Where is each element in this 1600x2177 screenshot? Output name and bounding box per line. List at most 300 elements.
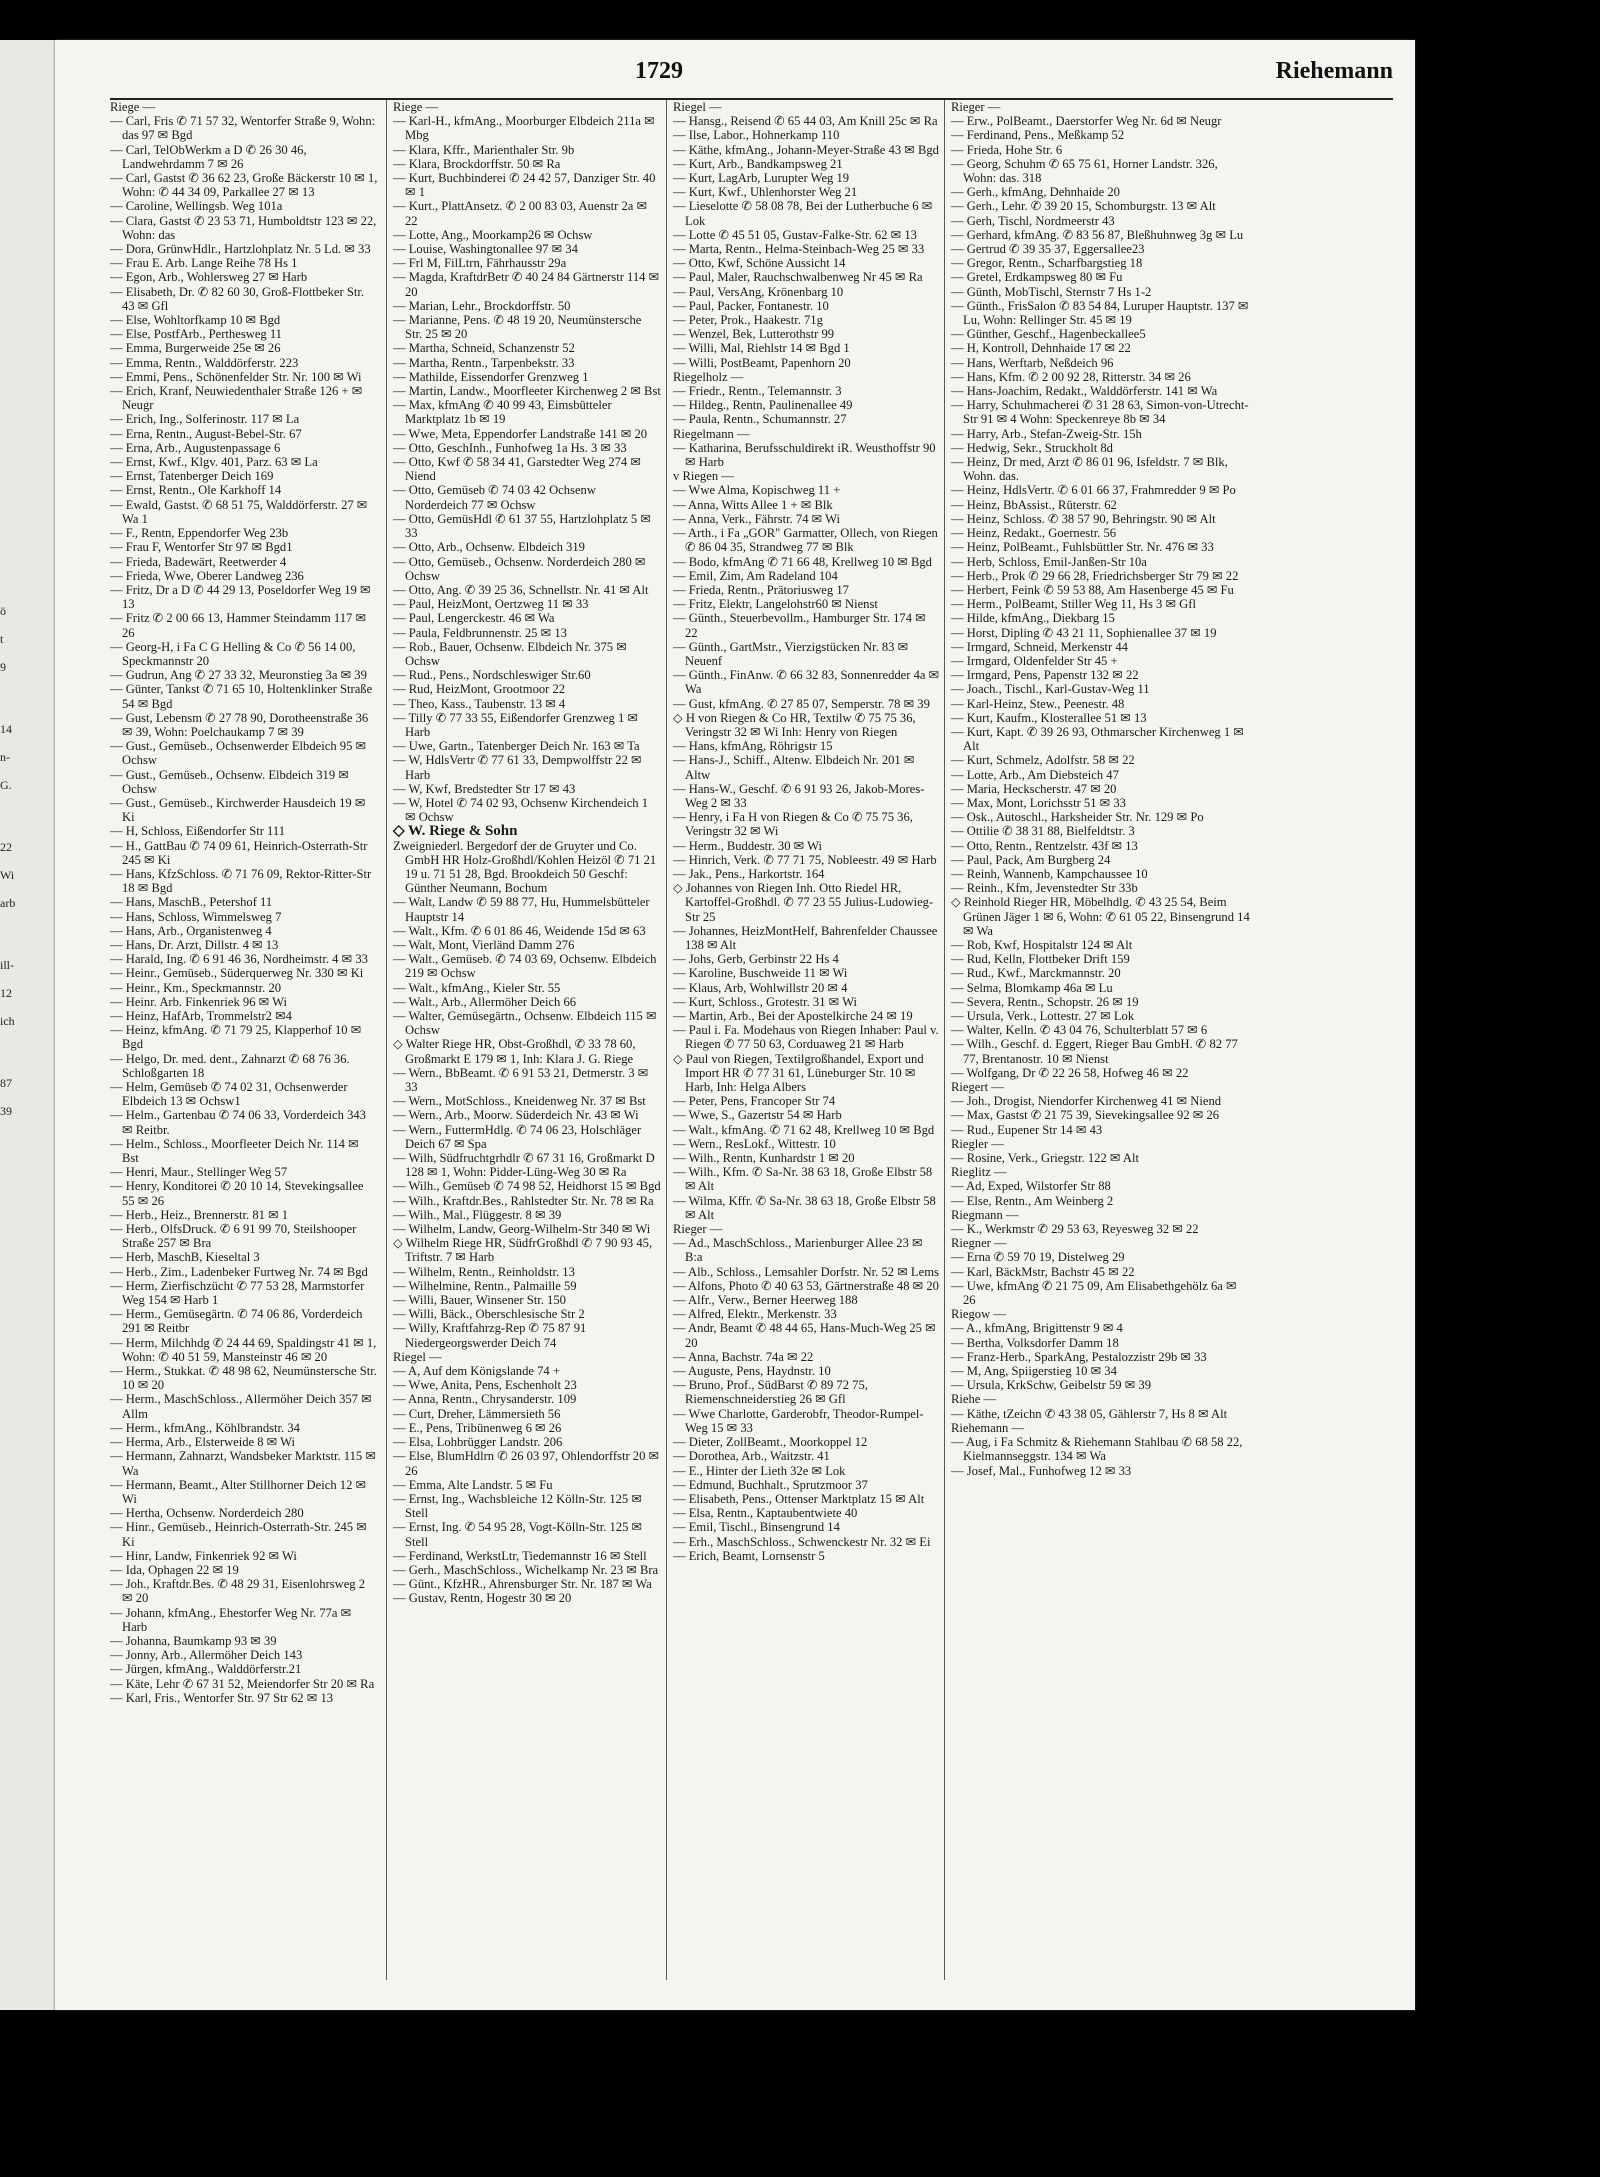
directory-entry: — Otto, Gemüseb ✆ 74 03 42 Ochsenw Norderdeich 77 ✉ Ochsw bbox=[393, 483, 596, 512]
directory-entry: — Hilde, kfmAng., Diekbarg 15 bbox=[951, 611, 1115, 626]
directory-entry: — Paul, Pack, Am Burgberg 24 bbox=[951, 852, 1111, 867]
directory-entry: — Max, kfmAng ✆ 40 99 43, Eimsbütteler Marktplatz 1b ✉ 19 bbox=[393, 398, 612, 427]
directory-entry: — Käthe, kfmAng., Johann-Meyer-Straße 43 ✉ Bgd bbox=[673, 142, 939, 157]
directory-entry: — Günth., GartMstr., Vierzigstücken Nr. 83 ✉ Neuenf bbox=[673, 639, 909, 668]
directory-entry: — Gerh., MaschSchloss., Wichelkamp Nr. 23 ✉ Bra bbox=[393, 1562, 659, 1577]
directory-entry: — Gerhard, kfmAng. ✆ 83 56 87, Bleßhuhnweg 3g ✉ Lu bbox=[951, 227, 1244, 242]
directory-entry: — Alfred, Elektr., Merkenstr. 33 bbox=[673, 1307, 837, 1322]
directory-entry: — Otto, GemüsHdl ✆ 61 37 55, Hartzlohplatz 5 ✉ 33 bbox=[393, 511, 651, 541]
directory-entry: — Martin, Landw., Moorfleeter Kirchenweg 2 ✉ Bst bbox=[393, 384, 661, 399]
page-header bbox=[55, 52, 1415, 92]
directory-entry: — Emmi, Pens., Schönenfelder Str. Nr. 100 ✉ Wi bbox=[110, 369, 362, 384]
directory-entry: — Heinz, PolBeamt., Fuhlsbüttler Str. Nr. 476 ✉ 33 bbox=[951, 540, 1214, 555]
directory-entry: — Wilh., Kraftdr.Bes., Rahlstedter Str. Nr. 78 ✉ Ra bbox=[393, 1193, 654, 1208]
directory-entry: ◇ W. Riege & Sohn bbox=[393, 823, 518, 840]
directory-entry: — Andr, Beamt ✆ 48 44 65, Hans-Much-Weg 25 ✉ 20 bbox=[673, 1321, 936, 1350]
directory-entry: — Marian, Lehr., Brockdorffstr. 50 bbox=[393, 298, 571, 313]
directory-entry: — Wwe Charlotte, Garderobfr, Theodor-Rumpel-Weg 15 ✉ 33 bbox=[673, 1406, 924, 1435]
directory-entry: — Heinz, kfmAng. ✆ 71 79 25, Klapperhof 10 ✉ Bgd bbox=[110, 1023, 362, 1052]
directory-entry: — Ferdinand, WerkstLtr, Tiedemannstr 16 ✉ Stell bbox=[393, 1548, 647, 1563]
directory-entry: — Ernst, Tatenberger Deich 169 bbox=[110, 469, 274, 484]
directory-entry: — Karoline, Buschweide 11 ✉ Wi bbox=[673, 966, 848, 981]
directory-entry: — Wilma, Kffr. ✆ Sa-Nr. 38 63 18, Große Elbstr 58 ✉ Alt bbox=[673, 1193, 936, 1222]
directory-entry: — Herb., Zim., Ladenbeker Furtweg Nr. 74 ✉ Bgd bbox=[110, 1264, 368, 1279]
directory-entry: — Willi, Mal, Riehlstr 14 ✉ Bgd 1 bbox=[673, 341, 850, 356]
directory-entry: — Marianne, Pens. ✆ 48 19 20, Neumünstersche Str. 25 ✉ 20 bbox=[393, 313, 642, 342]
directory-entry: — H, Schloss, Eißendorfer Str 111 bbox=[110, 824, 286, 839]
directory-entry: — Jak., Pens., Harkortstr. 164 bbox=[673, 866, 825, 881]
directory-entry: — Wilh., Kfm. ✆ Sa-Nr. 38 63 18, Große Elbstr 58 ✉ Alt bbox=[673, 1165, 933, 1194]
directory-entry: — Ad, Exped, Wilstorfer Str 88 bbox=[951, 1179, 1111, 1194]
directory-entry: — Günter, Tankst ✆ 71 65 10, Holtenklinker Straße 54 ✉ Bgd bbox=[110, 682, 373, 711]
directory-entry: — Helm., Gartenbau ✆ 74 06 33, Vorderdeich 343 ✉ Reitbr. bbox=[110, 1108, 366, 1137]
fragment-text: t bbox=[0, 632, 4, 646]
directory-entry: — Tilly ✆ 77 33 55, Eißendorfer Grenzweg 1 ✉ Harb bbox=[393, 710, 638, 739]
directory-entry: — Otto, Kwf ✆ 58 34 41, Garstedter Weg 274 ✉ Niend bbox=[393, 455, 641, 484]
directory-entry: — A, Auf dem Königslande 74 + bbox=[393, 1364, 560, 1379]
page-number: 1729 bbox=[635, 58, 683, 84]
directory-entry: — Otto, Gemüseb., Ochsenw. Norderdeich 280 ✉ Ochsw bbox=[393, 554, 646, 583]
directory-entry: — Irmgard, Pens, Papenstr 132 ✉ 22 bbox=[951, 668, 1139, 683]
directory-entry: — Hans, KfzSchloss. ✆ 71 76 09, Rektor-Ritter-Str 18 ✉ Bgd bbox=[110, 866, 372, 896]
directory-entry: — Carl, Gastst ✆ 36 62 23, Große Bäckerstr 10 ✉ 1, Wohn: ✆ 44 34 09, Parkallee 27 ✉ 13 bbox=[110, 171, 378, 200]
facing-page-edge bbox=[0, 40, 55, 2010]
directory-entry: — Rud, HeizMont, Grootmoor 22 bbox=[393, 682, 566, 697]
directory-entry: — Hildeg., Rentn, Paulinenallee 49 bbox=[673, 398, 853, 413]
directory-entry: — Johs, Gerb, Gerbinstr 22 Hs 4 bbox=[673, 952, 839, 967]
directory-entry: — Peter, Pens, Francoper Str 74 bbox=[673, 1094, 836, 1109]
directory-entry: — Günth., Steuerbevollm., Hamburger Str. 174 ✉ 22 bbox=[673, 611, 926, 640]
directory-entry: — Louise, Washingtonallee 97 ✉ 34 bbox=[393, 242, 578, 257]
directory-entry: — Wilh., Gemüseb ✆ 74 98 52, Heidhorst 15 ✉ Bgd bbox=[393, 1179, 661, 1194]
directory-entry: — Heinz, Schloss. ✆ 38 57 90, Behringstr. 90 ✉ Alt bbox=[951, 511, 1216, 526]
directory-entry: Riegler — bbox=[951, 1136, 1004, 1151]
directory-entry: — Arth., i Fa „GOR" Garmatter, Ollech, von Riegen ✆ 86 04 35, Strandweg 77 ✉ Blk bbox=[673, 526, 938, 555]
directory-entry: — Lotte ✆ 45 51 05, Gustav-Falke-Str. 62 ✉ 13 bbox=[673, 227, 917, 242]
directory-entry: — Dorothea, Arb., Waitzstr. 41 bbox=[673, 1449, 830, 1464]
directory-entry: — Hans-J., Schiff., Altenw. Elbdeich Nr. 201 ✉ Altw bbox=[673, 753, 915, 782]
directory-entry: — Emma, Alte Landstr. 5 ✉ Fu bbox=[393, 1477, 553, 1492]
directory-entry: — Harald, Ing. ✆ 6 91 46 36, Nordheimstr. 4 ✉ 33 bbox=[110, 952, 368, 967]
directory-entry: — Lotte, Ang., Moorkamp26 ✉ Ochsw bbox=[393, 227, 593, 242]
directory-page bbox=[55, 40, 1415, 2010]
directory-entry: — Ida, Ophagen 22 ✉ 19 bbox=[110, 1562, 239, 1577]
fragment-text: ill- bbox=[0, 958, 14, 972]
directory-entry: — Irmgard, Oldenfelder Str 45 + bbox=[951, 653, 1118, 668]
directory-entry: — Wilh., Geschf. d. Eggert, Rieger Bau GmbH. ✆ 82 77 77, Brentanostr. 10 ✉ Nienst bbox=[951, 1037, 1238, 1066]
directory-entry: — Henry, Konditorei ✆ 20 10 14, Stevekingsallee 55 ✉ 26 bbox=[110, 1179, 364, 1208]
directory-entry: — Herb, Schloss, Emil-Janßen-Str 10a bbox=[951, 554, 1147, 569]
directory-entry: — Fritz, Dr a D ✆ 44 29 13, Poseldorfer Weg 19 ✉ 13 bbox=[110, 582, 371, 612]
fragment-text: arb bbox=[0, 896, 16, 910]
directory-entry: — Else, PostfArb., Perthesweg 11 bbox=[110, 327, 282, 342]
directory-entry: — Emil, Tischl., Binsengrund 14 bbox=[673, 1520, 840, 1535]
directory-entry: — Henry, i Fa H von Riegen & Co ✆ 75 75 36, Veringstr 32 ✉ Wi bbox=[673, 810, 913, 839]
directory-entry: — Klaus, Arb, Wohlwillstr 20 ✉ 4 bbox=[673, 980, 848, 995]
directory-entry: — Kurt, Schloss., Grotestr. 31 ✉ Wi bbox=[673, 994, 858, 1009]
directory-entry: Rieger — bbox=[673, 1222, 723, 1237]
directory-entry: — Else, BlumHdlrn ✆ 26 03 97, Ohlendorffstr 20 ✉ 26 bbox=[393, 1449, 660, 1478]
directory-entry: — Willi, PostBeamt, Papenhorn 20 bbox=[673, 355, 851, 370]
directory-entry: — Elisabeth, Dr. ✆ 82 60 30, Groß-Flottbeker Str. 43 ✉ Gfl bbox=[110, 284, 365, 313]
fragment-text: G. bbox=[0, 778, 12, 792]
directory-entry: — Hinr, Landw, Finkenriek 92 ✉ Wi bbox=[110, 1548, 297, 1563]
directory-entry: — Emma, Burgerweide 25e ✉ 26 bbox=[110, 341, 281, 356]
directory-entry: — Kurt, Schmelz, Adolfstr. 58 ✉ 22 bbox=[951, 753, 1135, 768]
directory-entry: v Riegen — bbox=[673, 469, 734, 484]
directory-entry: — K., Werkmstr ✆ 29 53 63, Reyesweg 32 ✉ 22 bbox=[951, 1222, 1199, 1237]
directory-entry: — Selma, Blomkamp 46a ✉ Lu bbox=[951, 980, 1113, 995]
directory-entry: — Karl, BäckMstr, Bachstr 45 ✉ 22 bbox=[951, 1264, 1135, 1279]
directory-entry: — W, Kwf, Bredstedter Str 17 ✉ 43 bbox=[393, 781, 576, 796]
directory-entry: — Herm., Stukkat. ✆ 48 98 62, Neumünstersche Str. 10 ✉ 20 bbox=[110, 1364, 377, 1393]
directory-entry: — Severa, Rentn., Schopstr. 26 ✉ 19 bbox=[951, 994, 1139, 1009]
directory-entry: — Hans, Schloss, Wimmelsweg 7 bbox=[110, 909, 282, 924]
directory-entry: — Harry, Schuhmacherei ✆ 31 28 63, Simon-von-Utrecht-Str 91 ✉ 4 Wohn: Speckenreye 8b ✉ 34 bbox=[951, 398, 1249, 427]
directory-entry: — Wilh., Rentn, Kunhardstr 1 ✉ 20 bbox=[673, 1151, 855, 1166]
directory-entry: — Frau F, Wentorfer Str 97 ✉ Bgd1 bbox=[110, 540, 293, 555]
directory-entry: — H., GattBau ✆ 74 09 61, Heinrich-Osterrath-Str 245 ✉ Ki bbox=[110, 838, 368, 867]
directory-entry: — Peter, Prok., Haakestr. 71g bbox=[673, 313, 823, 328]
directory-entry: — Edmund, Buchhalt., Sprutzmoor 37 bbox=[673, 1477, 868, 1492]
directory-entry: ◇ Walter Riege HR, Obst-Großhdl, ✆ 33 78 60, Großmarkt E 179 ✉ 1, Inh: Klara J. G. Riege bbox=[393, 1037, 636, 1066]
directory-entry: — Gust, Lebensm ✆ 27 78 90, Dorotheenstraße 36 ✉ 39, Wohn: Poelchaukamp 7 ✉ 39 bbox=[110, 710, 369, 739]
directory-entry: — Bertha, Volksdorfer Damm 18 bbox=[951, 1335, 1119, 1350]
directory-entry: — Wwe Alma, Kopischweg 11 + bbox=[673, 483, 841, 498]
directory-entry: — Herma, Arb., Elsterweide 8 ✉ Wi bbox=[110, 1435, 296, 1450]
directory-entry: — Else, Rentn., Am Weinberg 2 bbox=[951, 1193, 1114, 1208]
directory-entry: — Rob, Kwf, Hospitalstr 124 ✉ Alt bbox=[951, 937, 1133, 952]
fragment-text: ö bbox=[0, 604, 6, 618]
directory-entry: — Paul, Packer, Fontanestr. 10 bbox=[673, 298, 829, 313]
directory-entry: — Paula, Feldbrunnenstr. 25 ✉ 13 bbox=[393, 625, 567, 640]
directory-entry: — Walt., Arb., Allermöher Deich 66 bbox=[393, 994, 577, 1009]
directory-entry: — Herm, Zierfischzücht ✆ 77 53 28, Marmstorfer Weg 154 ✉ Harb 1 bbox=[110, 1278, 365, 1308]
directory-entry: — Ernst, Kwf., Klgv. 401, Parz. 63 ✉ La bbox=[110, 455, 318, 470]
directory-entry: ◇ H von Riegen & Co HR, Textilw ✆ 75 75 36, Veringstr 32 ✉ Wi Inh: Henry von Riegen bbox=[673, 710, 916, 739]
directory-entry: — Elsa, Lohbrügger Landstr. 206 bbox=[393, 1435, 563, 1450]
directory-entry: — Frieda, Badewärt, Reetwerder 4 bbox=[110, 554, 287, 569]
directory-entry: — Bodo, kfmAng ✆ 71 66 48, Krellweg 10 ✉ Bgd bbox=[673, 554, 932, 569]
directory-entry: — Lieselotte ✆ 58 08 78, Bei der Lutherbuche 6 ✉ Lok bbox=[673, 199, 933, 228]
directory-entry: — Gregor, Rentn., Scharfbargstieg 18 bbox=[951, 256, 1143, 271]
directory-entry: — Lotte, Arb., Am Diebsteich 47 bbox=[951, 767, 1119, 782]
directory-entry: — Wolfgang, Dr ✆ 22 26 58, Hofweg 46 ✉ 22 bbox=[951, 1065, 1189, 1080]
directory-entry: — Horst, Dipling ✆ 43 21 11, Sophienallee 37 ✉ 19 bbox=[951, 625, 1217, 640]
directory-entry: — Hans, Arb., Organistenweg 4 bbox=[110, 923, 272, 938]
directory-entry: — Heinr., Km., Speckmannstr. 20 bbox=[110, 980, 282, 995]
directory-entry: — Wwe, Anita, Pens, Eschenholt 23 bbox=[393, 1378, 577, 1393]
directory-entry: — Hinrich, Verk. ✆ 77 71 75, Nobleestr. 49 ✉ Harb bbox=[673, 852, 937, 867]
directory-entry: Zweigniederl. Bergedorf der de Gruyter und Co. GmbH HR Holz-Großhdl/Kohlen Heizöl ✆ 71 21 19 u. 71 51 28, Bgd. Brookdeich 50 Geschf: Günther Neumann, Bochum bbox=[393, 838, 657, 896]
directory-entry: — Günth., FrisSalon ✆ 83 54 84, Luruper Hauptstr. 137 ✉ Lu, Wohn: Rellinger Str. 45 ✉ 19 bbox=[951, 298, 1249, 328]
directory-entry: — Karl-H., kfmAng., Moorburger Elbdeich 211a ✉ Mbg bbox=[393, 114, 655, 143]
directory-entry: — Friedr., Rentn., Telemannstr. 3 bbox=[673, 384, 842, 399]
directory-entry: — Egon, Arb., Wohlersweg 27 ✉ Harb bbox=[110, 270, 308, 285]
directory-entry: — Carl, TelObWerkm a D ✆ 26 30 46, Landwehrdamm 7 ✉ 26 bbox=[110, 142, 307, 171]
directory-entry: Riegelmann — bbox=[673, 426, 750, 441]
directory-entry: — Caroline, Wellingsb. Weg 101a bbox=[110, 199, 283, 214]
directory-entry: — Frieda, Wwe, Oberer Landweg 236 bbox=[110, 568, 304, 583]
directory-entry: — Erh., MaschSchloss., Schwenckestr Nr. 32 ✉ Ei bbox=[673, 1534, 931, 1549]
directory-entry: — Wilh, Südfruchtgrhdlr ✆ 67 31 16, Großmarkt D 128 ✉ 1, Wohn: Pidder-Lüng-Weg 30 ✉ Ra bbox=[393, 1151, 655, 1180]
directory-entry: — Gust., Gemüseb., Kirchwerder Hausdeich 19 ✉ Ki bbox=[110, 795, 366, 825]
directory-entry: — Alfr., Verw., Berner Heerweg 188 bbox=[673, 1293, 858, 1308]
directory-entry: — Wilhelmine, Rentn., Palmaille 59 bbox=[393, 1278, 577, 1293]
directory-entry: — Wenzel, Bek, Lutterothstr 99 bbox=[673, 327, 835, 342]
directory-entry: — Gertrud ✆ 39 35 37, Eggersallee23 bbox=[951, 242, 1145, 257]
directory-entry: — Johann, kfmAng., Ehestorfer Weg Nr. 77a ✉ Harb bbox=[110, 1605, 352, 1634]
directory-entry: — Walt, Landw ✆ 59 88 77, Hu, Hummelsbütteler Hauptstr 14 bbox=[393, 895, 650, 924]
directory-entry: — Hertha, Ochsenw. Norderdeich 280 bbox=[110, 1506, 304, 1521]
directory-entry: Riege — bbox=[393, 100, 439, 114]
directory-entry: — Hermann, Zahnarzt, Wandsbeker Marktstr. 115 ✉ Wa bbox=[110, 1449, 376, 1478]
directory-entry: — Willi, Bäck., Oberschlesische Str 2 bbox=[393, 1307, 585, 1322]
directory-entry: — Paul, VersAng, Krönenbarg 10 bbox=[673, 284, 844, 299]
directory-entry: — Walter, Gemüsegärtn., Ochsenw. Elbdeich 115 ✉ Ochsw bbox=[393, 1009, 657, 1038]
directory-entry: — Elisabeth, Pens., Ottenser Marktplatz 15 ✉ Alt bbox=[673, 1491, 925, 1506]
directory-entry: — Paula, Rentn., Schumannstr. 27 bbox=[673, 412, 847, 427]
directory-entry: — Harry, Arb., Stefan-Zweig-Str. 15h bbox=[951, 426, 1142, 441]
directory-entry: — Heinr. Arb. Finkenriek 96 ✉ Wi bbox=[110, 994, 288, 1009]
directory-entry: — Hans, Dr. Arzt, Dillstr. 4 ✉ 13 bbox=[110, 937, 279, 952]
directory-entry: — Gust., Gemüseb., Ochsenwerder Elbdeich 95 ✉ Ochsw bbox=[110, 739, 367, 768]
directory-entry: Riegmann — bbox=[951, 1207, 1019, 1222]
directory-entry: — M, Ang, Spiigerstieg 10 ✉ 34 bbox=[951, 1364, 1117, 1379]
directory-entry: Riegert — bbox=[951, 1080, 1004, 1095]
directory-entry: — Marta, Rentn., Helma-Steinbach-Weg 25 ✉ 33 bbox=[673, 242, 925, 257]
directory-entry: — Ewald, Gastst. ✆ 68 51 75, Walddörferstr. 27 ✉ Wa 1 bbox=[110, 497, 368, 526]
fragment-text: n- bbox=[0, 750, 10, 764]
directory-entry: — Ernst, Rentn., Ole Karkhoff 14 bbox=[110, 483, 282, 498]
directory-entry: — Hedwig, Sekr., Struckholt 8d bbox=[951, 440, 1113, 455]
directory-entry: — Carl, Fris ✆ 71 57 32, Wentorfer Straße 9, Wohn: das 97 ✉ Bgd bbox=[110, 114, 376, 143]
directory-entry: — Helm., Schloss., Moorfleeter Deich Nr. 114 ✉ Bst bbox=[110, 1136, 359, 1166]
directory-entry: Riegow — bbox=[951, 1307, 1006, 1322]
directory-entry: — Clara, Gastst ✆ 23 53 71, Humboldtstr 123 ✉ 22, Wohn: das bbox=[110, 213, 377, 242]
directory-entry: — H, Kontroll, Dehnhaide 17 ✉ 22 bbox=[951, 341, 1131, 356]
fragment-text: ich bbox=[0, 1014, 15, 1028]
directory-entry: ◇ Reinhold Rieger HR, Möbelhdlg. ✆ 43 25 54, Beim Grünen Jäger 1 ✉ 6, Wohn: ✆ 61 05 22, Binsengrund 14 ✉ Wa bbox=[951, 895, 1250, 938]
directory-entry: — Henri, Maur., Stellinger Weg 57 bbox=[110, 1165, 288, 1180]
directory-entry: — Alb., Schloss., Lemsahler Dorfstr. Nr. 52 ✉ Lems bbox=[673, 1264, 939, 1279]
directory-entry: — Fritz ✆ 2 00 66 13, Hammer Steindamm 117 ✉ 26 bbox=[110, 611, 367, 640]
directory-entry: — Wilhelm, Rentn., Reinholdstr. 13 bbox=[393, 1264, 575, 1279]
directory-entry: — Uwe, kfmAng ✆ 21 75 09, Am Elisabethgehölz 6a ✉ 26 bbox=[951, 1278, 1237, 1308]
directory-entry: — Herb, MaschB, Kieseltal 3 bbox=[110, 1250, 260, 1265]
directory-entry: — Jonny, Arb., Allermöher Deich 143 bbox=[110, 1648, 303, 1663]
directory-entry: — Herm., kfmAng., Köhlbrandstr. 34 bbox=[110, 1420, 300, 1435]
directory-entry: — Frau E. Arb. Lange Reihe 78 Hs 1 bbox=[110, 256, 298, 271]
directory-entry: — Wwe, Meta, Eppendorfer Landstraße 141 ✉ 20 bbox=[393, 426, 648, 441]
directory-entry: — Georg, Schuhm ✆ 65 75 61, Horner Landstr. 326, Wohn: das. 318 bbox=[951, 156, 1218, 186]
directory-entry: — Hans-Joachim, Redakt., Walddörferstr. 141 ✉ Wa bbox=[951, 384, 1218, 399]
directory-entry: — Paul, Maler, Rauchschwalbenweg Nr 45 ✉ Ra bbox=[673, 270, 923, 285]
directory-entry: — Paul i. Fa. Modehaus von Riegen Inhaber: Paul v. Riegen ✆ 77 50 63, Corduaweg 21 ✉ Harb bbox=[673, 1023, 939, 1052]
directory-entry: ◇ Paul von Riegen, Textilgroßhandel, Export und Import HR ✆ 77 31 61, Lüneburger Str. 10 ✉ Harb, Inh: Helga Albers bbox=[673, 1051, 924, 1095]
directory-entry: — Karl, Fris., Wentorfer Str. 97 Str 62 ✉ 13 bbox=[110, 1690, 334, 1705]
directory-entry: — Ferdinand, Pens., Meßkamp 52 bbox=[951, 128, 1125, 143]
directory-entry: — Anna, Rentn., Chrysanderstr. 109 bbox=[393, 1392, 577, 1407]
directory-entry: — Otto, Ang. ✆ 39 25 36, Schnellstr. Nr. 41 ✉ Alt bbox=[393, 582, 649, 597]
column-1 bbox=[110, 100, 378, 1980]
directory-entry: — Herm, Milchhdg ✆ 24 44 69, Spaldingstr 41 ✉ 1, Wohn: ✆ 40 51 59, Mansteinstr 46 ✉ 20 bbox=[110, 1335, 377, 1364]
directory-entry: Riegel — bbox=[673, 100, 722, 114]
directory-entry: — Willy, Kraftfahrzg-Rep ✆ 75 87 91 Niedergeorgswerder Deich 74 bbox=[393, 1321, 587, 1350]
directory-entry: — Heinr., Gemüseb., Süderquerweg Nr. 330 ✉ Ki bbox=[110, 966, 364, 981]
directory-entry: — Dieter, ZollBeamt., Moorkoppel 12 bbox=[673, 1435, 868, 1450]
directory-entry: ◇ Johannes von Riegen Inh. Otto Riedel HR, Kartoffel-Großhdl. ✆ 77 23 55 Julius-Ludowieg-Str 25 bbox=[673, 881, 934, 924]
directory-entry: — Gerh., kfmAng, Dehnhaide 20 bbox=[951, 185, 1120, 200]
directory-entry: — Kurt, Kapt. ✆ 39 26 93, Othmarscher Kirchenweg 1 ✉ Alt bbox=[951, 724, 1244, 754]
directory-entry: Riegel — bbox=[393, 1349, 442, 1364]
directory-entry: — Dora, GrünwHdlr., Hartzlohplatz Nr. 5 Ld. ✉ 33 bbox=[110, 242, 371, 257]
directory-entry: — Jürgen, kfmAng., Walddörferstr.21 bbox=[110, 1662, 302, 1677]
directory-entry: Riege — bbox=[110, 100, 156, 114]
directory-entry: — Fritz, Elektr, Langelohstr60 ✉ Nienst bbox=[673, 597, 878, 612]
fragment-text: 14 bbox=[0, 722, 12, 736]
directory-entry: — Erna, Arb., Augustenpassage 6 bbox=[110, 440, 281, 455]
directory-entry: — Hermann, Beamt., Alter Stillhorner Deich 12 ✉ Wi bbox=[110, 1477, 367, 1506]
directory-entry: — Walt., Gemüseb. ✆ 74 03 69, Ochsenw. Elbdeich 219 ✉ Ochsw bbox=[393, 952, 657, 981]
directory-entry: — Johanna, Baumkamp 93 ✉ 39 bbox=[110, 1633, 277, 1648]
directory-entry: — Rud., Kwf., Marckmannstr. 20 bbox=[951, 966, 1121, 981]
directory-entry: — Ottilie ✆ 38 31 88, Bielfeldtstr. 3 bbox=[951, 824, 1135, 839]
directory-entry: — Gerh., Lehr. ✆ 39 20 15, Schomburgstr. 13 ✉ Alt bbox=[951, 199, 1216, 214]
directory-entry: — Frieda, Rentn., Prätoriusweg 17 bbox=[673, 582, 849, 597]
directory-entry: — Gustav, Rentn, Hogestr 30 ✉ 20 bbox=[393, 1591, 572, 1606]
directory-entry: — Curt, Dreher, Lämmersieth 56 bbox=[393, 1406, 561, 1421]
directory-entry: — Wwe, S., Gazertstr 54 ✉ Harb bbox=[673, 1108, 842, 1123]
directory-entry: — Mathilde, Eissendorfer Grenzweg 1 bbox=[393, 369, 589, 384]
directory-entry: — Wern., ResLokf., Wittestr. 10 bbox=[673, 1136, 836, 1151]
directory-entry: — Anna, Witts Allee 1 + ✉ Blk bbox=[673, 497, 833, 512]
directory-entry: — Paul, Lengerckestr. 46 ✉ Wa bbox=[393, 611, 555, 626]
directory-entry: — Joach., Tischl., Karl-Gustav-Weg 11 bbox=[951, 682, 1150, 697]
directory-entry: — Otto, Kwf, Schöne Aussicht 14 bbox=[673, 256, 846, 271]
fragment-text: 22 bbox=[0, 840, 12, 854]
directory-entry: — Gretel, Erdkampsweg 80 ✉ Fu bbox=[951, 270, 1123, 285]
directory-entry: — Karl-Heinz, Stew., Peenestr. 48 bbox=[951, 696, 1125, 711]
directory-entry: — Klara, Brockdorffstr. 50 ✉ Ra bbox=[393, 156, 561, 171]
directory-entry: — Herm., Buddestr. 30 ✉ Wi bbox=[673, 838, 823, 853]
directory-entry: — Ursula, Verk., Lottestr. 27 ✉ Lok bbox=[951, 1009, 1135, 1023]
directory-entry: — Frieda, Hohe Str. 6 bbox=[951, 142, 1063, 157]
fragment-text: Wi bbox=[0, 868, 15, 882]
directory-entry: — Reinh, Wannenb, Kampchaussee 10 bbox=[951, 866, 1148, 881]
directory-entry: — Emma, Rentn., Walddörferstr. 223 bbox=[110, 355, 299, 370]
directory-entry: — Wern., MotSchloss., Kneidenweg Nr. 37 ✉ Bst bbox=[393, 1094, 646, 1109]
directory-entry: — Heinz, BbAssist., Rüterstr. 62 bbox=[951, 497, 1117, 512]
directory-entry: — Erw., PolBeamt., Daerstorfer Weg Nr. 6d ✉ Neugr bbox=[951, 114, 1222, 129]
directory-entry: — Else, Wohltorfkamp 10 ✉ Bgd bbox=[110, 313, 281, 328]
directory-entry: — Erich, Kranf, Neuwiedenthaler Straße 126 + ✉ Neugr bbox=[110, 384, 363, 413]
directory-entry: — Hans, kfmAng, Röhrigstr 15 bbox=[673, 739, 833, 754]
directory-entry: — Martha, Rentn., Tarpenbekstr. 33 bbox=[393, 355, 575, 370]
directory-entry: — Johannes, HeizMontHelf, Bahrenfelder Chaussee 138 ✉ Alt bbox=[673, 923, 938, 952]
directory-entry: — Walt., kfmAng. ✆ 71 62 48, Krellweg 10 ✉ Bgd bbox=[673, 1122, 935, 1137]
directory-entry: — Anna, Bachstr. 74a ✉ 22 bbox=[673, 1349, 814, 1364]
directory-entry: — Kurt, Kwf., Uhlenhorster Weg 21 bbox=[673, 185, 858, 200]
directory-entry: — Rud, Kelln, Flottbeker Drift 159 bbox=[951, 952, 1130, 967]
directory-entry: — Otto, Rentn., Rentzelstr. 43f ✉ 13 bbox=[951, 838, 1138, 853]
column-3 bbox=[666, 100, 941, 1980]
directory-entry: — Aug, i Fa Schmitz & Riehemann Stahlbau ✆ 68 58 22, Kielmannseggstr. 134 ✉ Wa bbox=[951, 1435, 1243, 1464]
directory-entry: — W, Hotel ✆ 74 02 93, Ochsenw Kirchendeich 1 ✉ Ochsw bbox=[393, 795, 649, 825]
directory-entry: — Heinz, Dr med, Arzt ✆ 86 01 96, Isfeldstr. 7 ✉ Blk, Wohn. das. bbox=[951, 455, 1228, 484]
directory-entry: ◇ Wilhelm Riege HR, SüdfrGroßhdl ✆ 7 90 93 45, Triftstr. 7 ✉ Harb bbox=[393, 1236, 653, 1265]
directory-entry: — Günth., FinAnw. ✆ 66 32 83, Sonnenredder 4a ✉ Wa bbox=[673, 668, 940, 697]
directory-entry: — Kurt, Arb., Bandkampsweg 21 bbox=[673, 156, 843, 171]
directory-entry: — F., Rentn, Eppendorfer Weg 23b bbox=[110, 526, 289, 541]
directory-entry: — Maria, Heckscherstr. 47 ✉ 20 bbox=[951, 781, 1117, 796]
directory-entry: — E., Pens, Tribünenweg 6 ✉ 26 bbox=[393, 1420, 562, 1435]
directory-entry: — Heinz, HafArb, Trommelstr2 ✉4 bbox=[110, 1009, 292, 1023]
directory-entry: — Paul, HeizMont, Oertzweg 11 ✉ 33 bbox=[393, 597, 589, 612]
directory-entry: — Kurt, LagArb, Lurupter Weg 19 bbox=[673, 171, 850, 186]
directory-entry: — Gudrun, Ang ✆ 27 33 32, Meuronstieg 3a ✉ 39 bbox=[110, 668, 367, 683]
directory-entry: — Walt, Mont, Vierländ Damm 276 bbox=[393, 937, 575, 952]
directory-entry: — Wilh., Mal., Flüggestr. 8 ✉ 39 bbox=[393, 1207, 562, 1222]
directory-entry: — Elsa, Rentn., Kaptaubentwiete 40 bbox=[673, 1506, 858, 1521]
directory-entry: — Ernst, Ing., Wachsbleiche 12 Kölln-Str. 125 ✉ Stell bbox=[393, 1491, 642, 1521]
fragment-text: 12 bbox=[0, 986, 12, 1000]
directory-entry: — E., Hinter der Lieth 32e ✉ Lok bbox=[673, 1463, 846, 1478]
directory-entry: — Georg-H, i Fa C G Helling & Co ✆ 56 14 00, Speckmannstr 20 bbox=[110, 639, 356, 668]
directory-entry: — Hans, MaschB., Petershof 11 bbox=[110, 895, 273, 910]
directory-entry: — Alfons, Photo ✆ 40 63 53, Gärtnerstraße 48 ✉ 20 bbox=[673, 1278, 939, 1293]
directory-entry: — Walt., kfmAng., Kieler Str. 55 bbox=[393, 980, 561, 995]
directory-entry: Rieger — bbox=[951, 100, 1001, 114]
column-4 bbox=[944, 100, 1251, 1980]
directory-entry: — Herm., MaschSchloss., Allermöher Deich 357 ✉ Allm bbox=[110, 1392, 372, 1421]
directory-entry: — Ursula, KrkSchw, Geibelstr 59 ✉ 39 bbox=[951, 1378, 1152, 1393]
directory-entry: — Otto, Arb., Ochsenw. Elbdeich 319 bbox=[393, 540, 585, 555]
directory-entry: — Wern., Arb., Moorw. Süderdeich Nr. 43 ✉ Wi bbox=[393, 1108, 639, 1123]
directory-entry: — Heinz, HdlsVertr. ✆ 6 01 66 37, Frahmredder 9 ✉ Po bbox=[951, 483, 1236, 498]
directory-entry: — Wern., BbBeamt. ✆ 6 91 53 21, Detmerstr. 3 ✉ 33 bbox=[393, 1065, 649, 1095]
directory-entry: — Herb., Prok ✆ 29 66 28, Friedrichsberger Str 79 ✉ 22 bbox=[951, 568, 1239, 583]
directory-entry: — Kurt, Buchbinderei ✆ 24 42 57, Danziger Str. 40 ✉ 1 bbox=[393, 171, 656, 200]
directory-entry: — Erna, Rentn., August-Bebel-Str. 67 bbox=[110, 426, 302, 441]
directory-entry: — Theo, Kass., Taubenstr. 13 ✉ 4 bbox=[393, 696, 566, 711]
directory-entry: Rieglitz — bbox=[951, 1165, 1007, 1180]
directory-entry: — Otto, GeschInh., Funhofweg 1a Hs. 3 ✉ 33 bbox=[393, 440, 627, 455]
directory-entry: — W, HdlsVertr ✆ 77 61 33, Dempwolffstr 22 ✉ Harb bbox=[393, 753, 642, 782]
directory-entry: — Joh., Kraftdr.Bes. ✆ 48 29 31, Eisenlohrsweg 2 ✉ 20 bbox=[110, 1577, 366, 1606]
directory-entry: — Herm., PolBeamt, Stiller Weg 11, Hs 3 ✉ Gfl bbox=[951, 597, 1196, 612]
directory-entry: — Walt., Kfm. ✆ 6 01 86 46, Weidende 15d ✉ 63 bbox=[393, 923, 646, 938]
directory-entry: — Hans, Kfm. ✆ 2 00 92 28, Ritterstr. 34 ✉ 26 bbox=[951, 369, 1191, 384]
directory-entry: — Emil, Zim, Am Radeland 104 bbox=[673, 568, 838, 583]
directory-entry: — Wilhelm, Landw, Georg-Wilhelm-Str 340 ✉ Wi bbox=[393, 1222, 651, 1237]
directory-entry: Riegelholz — bbox=[673, 369, 744, 384]
directory-entry: — Rob., Bauer, Ochsenw. Elbdeich Nr. 375 ✉ Ochsw bbox=[393, 639, 627, 668]
directory-entry: — Erich, Ing., Solferinostr. 117 ✉ La bbox=[110, 412, 300, 427]
column-2 bbox=[386, 100, 661, 1980]
directory-entry: — Rud., Pens., Nordschleswiger Str.60 bbox=[393, 668, 591, 683]
directory-entry: — A., kfmAng, Brigittenstr 9 ✉ 4 bbox=[951, 1321, 1123, 1336]
directory-entry: — Hans, Werftarb, Neßdeich 96 bbox=[951, 355, 1114, 370]
directory-entry: — Kurt, Kaufm., Klosterallee 51 ✉ 13 bbox=[951, 710, 1147, 725]
directory-entry: — Auguste, Pens, Haydnstr. 10 bbox=[673, 1364, 831, 1379]
directory-entry: — Katharina, Berufsschuldirekt iR. Weusthoffstr 90 ✉ Harb bbox=[673, 440, 936, 470]
directory-entry: — Martin, Arb., Bei der Apostelkirche 24 ✉ 19 bbox=[673, 1009, 913, 1023]
directory-entry: — Uwe, Gartn., Tatenberger Deich Nr. 163 ✉ Ta bbox=[393, 739, 640, 754]
fragment-text: 39 bbox=[0, 1104, 12, 1118]
directory-entry: — Anna, Verk., Fährstr. 74 ✉ Wi bbox=[673, 511, 840, 526]
directory-entry: — Osk., Autoschl., Harksheider Str. Nr. 129 ✉ Po bbox=[951, 810, 1204, 825]
